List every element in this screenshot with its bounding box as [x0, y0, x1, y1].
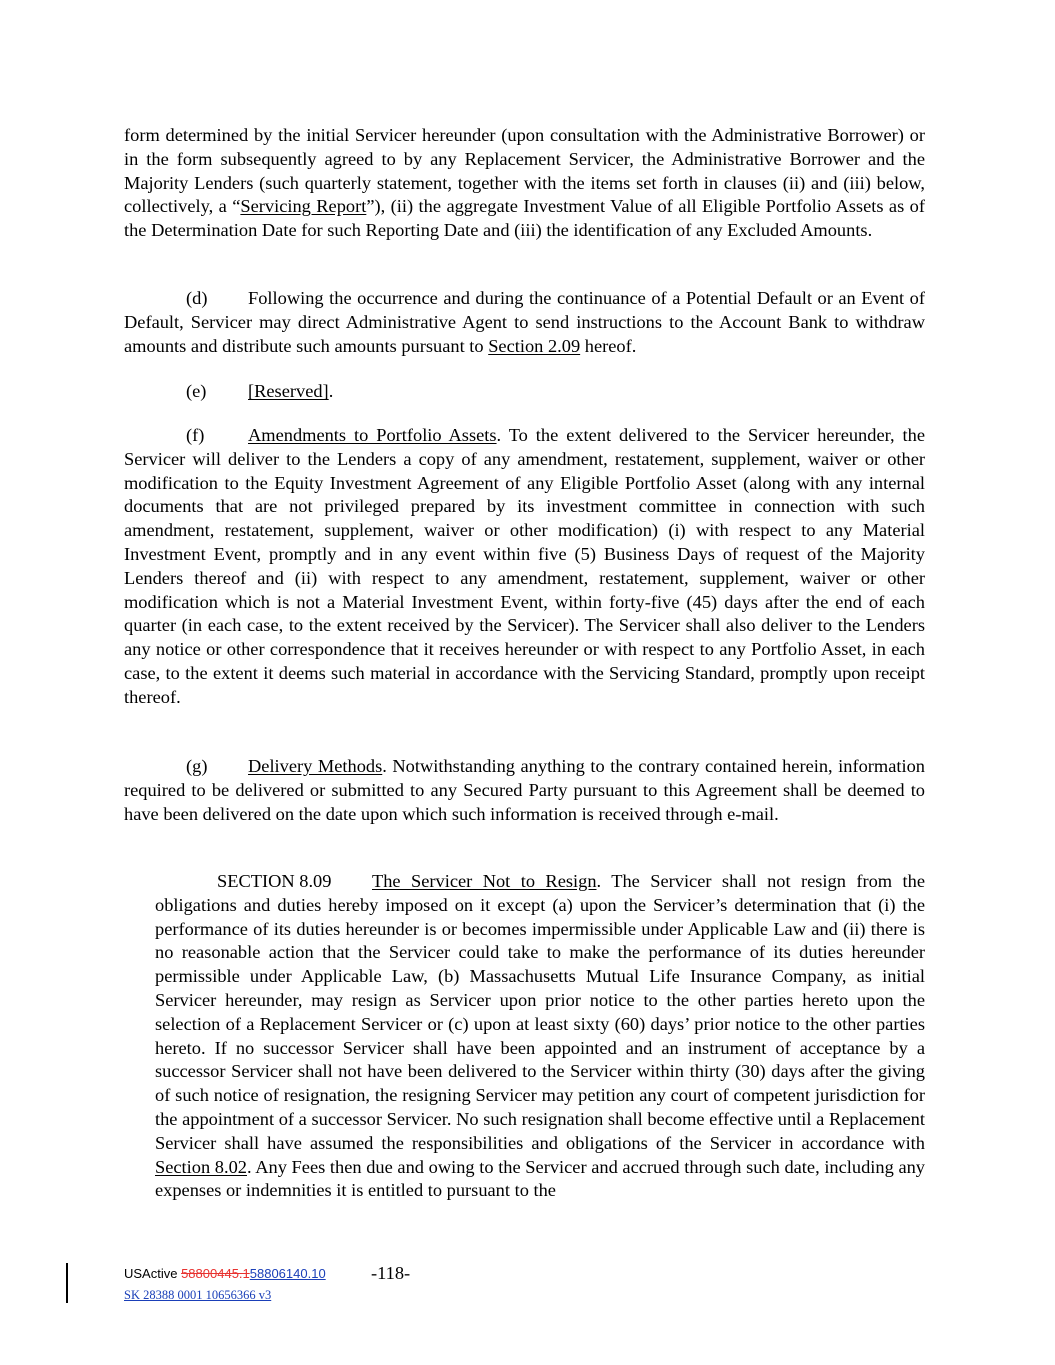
section-reference: Section 2.09 — [488, 335, 581, 356]
section-8-09 — [155, 870, 925, 1203]
section-heading: The Servicer Not to Resign — [372, 871, 597, 891]
paragraph-text: . — [328, 381, 334, 401]
deleted-doc-number: 58800445.1 — [181, 1266, 250, 1281]
paragraph-e — [124, 380, 925, 404]
paragraph-continuation — [124, 124, 925, 243]
clause-heading: Amendments to Portfolio Assets — [248, 425, 497, 445]
paragraph-text: ”), (ii) the aggregate Investment Value of all Eligible Portfolio Assets as of the Determination Date for such Reporting Date and (iii) the identification of any Excluded Amounts. — [124, 196, 925, 241]
paragraph-text: form determined by the initial Servicer hereunder (upon consultation with the Administrative Borrower) or in the form subsequently agreed to by any Replacement Servicer, the Administrative Borrower and the Majority Lenders (such quarterly statement, together with the items set forth in clauses (ii) and (iii) below, collectively, a “ — [124, 125, 925, 217]
clause-label: (e) — [186, 381, 207, 401]
paragraph-text: . Notwithstanding anything to the contrary contained herein, information required to be delivered or submitted to any Secured Party pursuant to this Agreement shall be deemed to have been delivered on the date upon which such information is received through e-mail. — [124, 756, 925, 824]
paragraph-text: Following the occurrence and during the continuance of a Potential Default or an Event of Default, Servicer may direct Administrative Agent to send instructions to the Account Bank to withdraw amounts and distribute such amounts pursuant to — [124, 288, 925, 356]
reserved-heading: [Reserved] — [248, 381, 329, 401]
clause-label: (d) — [186, 288, 208, 308]
change-bar — [66, 1263, 68, 1303]
paragraph-f — [124, 424, 925, 710]
clause-label: (g) — [186, 756, 208, 776]
paragraph-text: . The Servicer shall not resign from the obligations and duties hereby imposed on it except (a) upon the Servicer’s determination that (i) the performance of its duties hereunder is or becomes impermissible under Applicable Law and (ii) there is no reasonable action that the Servicer could take to make the performance of its duties hereunder permissible under Applicable Law, (b) Massachusetts Mutual Life Insurance Company, as initial Servicer hereunder, may resign as Servicer upon prior notice to the other parties hereto upon the selection of a Replacement Servicer or (c) upon at least sixty (60) days’ prior notice to the other parties hereto. If no successor Servicer shall have been appointed and an instrument of acceptance by a successor Servicer shall not have been delivered to the Servicer within thirty (30) days after the giving of such notice of resignation, the resigning Servicer may petition any court of competent jurisdiction for the appointment of a successor Servicer. No such resignation shall become effective until a Replacement Servicer shall have assumed the responsibilities and obligations of the Servicer in accordance with — [155, 871, 925, 1153]
footer-sk-reference: SK 28388 0001 10656366 v3 — [124, 1288, 272, 1302]
page-number: -118- — [371, 1263, 411, 1283]
footer-prefix: USActive — [124, 1266, 182, 1281]
paragraph-d — [124, 287, 925, 358]
paragraph-text: . Any Fees then due and owing to the Servicer and accrued through such date, including any expenses or indemnities it is entitled to pursuant to the — [155, 1156, 925, 1201]
inserted-doc-number: 58806140.10 — [249, 1266, 326, 1281]
clause-heading: Delivery Methods — [248, 756, 383, 776]
footer-doc-id — [124, 1266, 326, 1281]
clause-label: (f) — [186, 425, 205, 445]
paragraph-g — [124, 755, 925, 826]
section-reference: Section 8.02 — [155, 1156, 247, 1177]
paragraph-text: hereof. — [580, 335, 637, 356]
paragraph-text: . To the extent delivered to the Servicer hereunder, the Servicer will deliver to the Lenders a copy of any amendment, restatement, supplement, waiver or other modification to the Equity Investment Agreement of any Eligible Portfolio Asset (along with any internal documents that are not privileged prepared by its investment committee in connection with such amendment, restatement, supplement, waiver or other modification) (i) with respect to any Material Investment Event, promptly and in any event within five (5) Business Days of request of the Majority Lenders thereof and (ii) with respect to any amendment, restatement, supplement, waiver or other modification which is not a Material Investment Event, within forty-five (45) days after the end of each quarter (in each case, to the extent received by the Servicer). The Servicer shall also deliver to the Lenders any notice or other correspondence that it receives hereunder or with respect to any Portfolio Asset, in each case, to the extent it deems such material in accordance with the Servicing Standard, promptly upon receipt thereof. — [124, 425, 925, 707]
defined-term-servicing-report: Servicing Report — [240, 196, 367, 217]
section-label: SECTION 8.09 — [217, 871, 332, 891]
